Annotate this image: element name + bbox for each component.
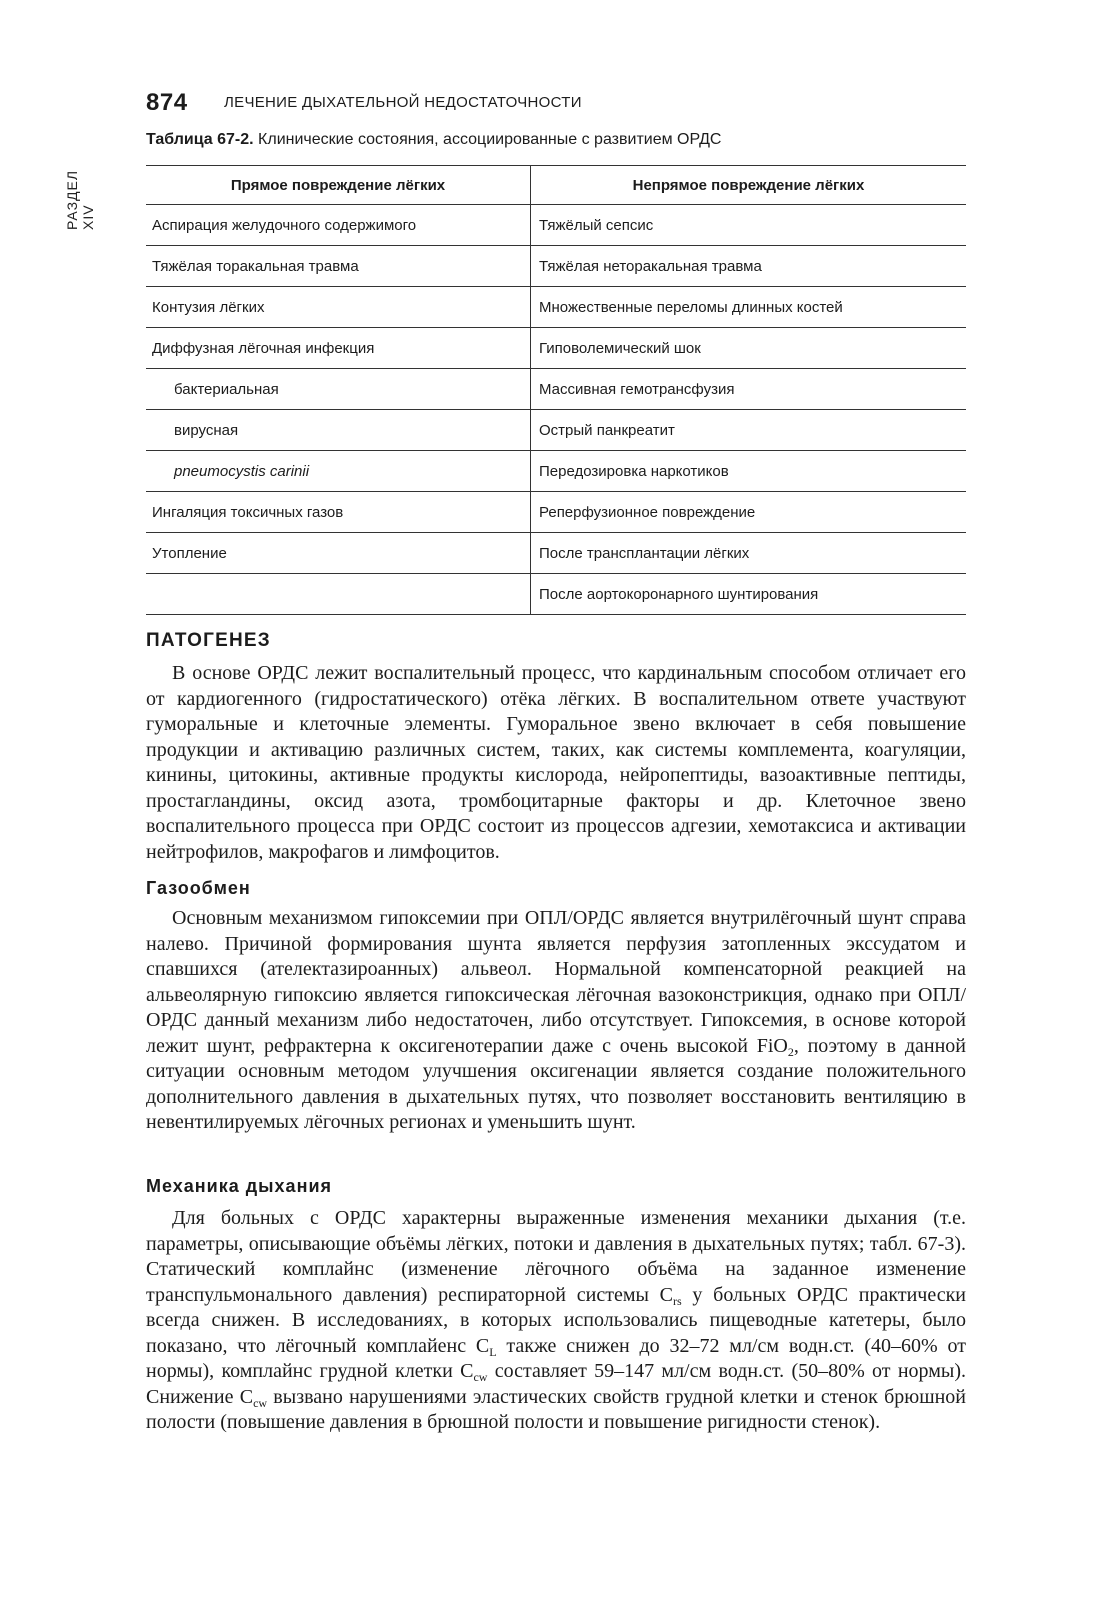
table-cell-direct: Утопление (146, 533, 531, 573)
c-l-subscript: L (489, 1344, 497, 1359)
subsection-heading-gas-exchange: Газообмен (146, 878, 251, 898)
paragraph-gas-exchange (146, 906, 966, 1136)
mechanics-text-3: также снижен до 32–72 мл/см водн.ст. (40–60% от нормы), комплайнс грудной клетки (146, 1334, 966, 1382)
table-cell-indirect: После трансплантации лёгких (539, 544, 750, 562)
table-caption-text: Клинические состояния, ассоциированные с развитием ОРДС (253, 131, 722, 148)
table-header-row (146, 166, 966, 205)
c-cw-subscript: cw (473, 1370, 488, 1384)
c-symbol: C (659, 1283, 673, 1306)
subsection-heading-mechanics: Механика дыхания (146, 1176, 333, 1196)
c-symbol: C (239, 1385, 254, 1408)
paragraph-mechanics (146, 1206, 966, 1436)
table-cell-direct: Аспирация желудочного содержимого (146, 205, 531, 245)
c-rs-subscript: rs (673, 1293, 682, 1308)
table-cell-direct: Тяжёлая торакальная травма (146, 246, 531, 286)
column-header-direct: Прямое повреждение лёгких (146, 166, 531, 204)
gas-exchange-text-2: , поэтому в данной ситуации основным методом улучшения оксигенации является создание положительного дополнительного давления в дыхательных путях, что позволяет восстановить вентиляцию в невентилируемых лёгочных регионах и уменьшить шунт. (146, 1034, 966, 1133)
table-row (146, 328, 966, 369)
section-side-label: РАЗДЕЛ XIV (64, 169, 96, 230)
table-cell-direct: pneumocystis carinii (146, 451, 531, 491)
c-symbol: C (475, 1334, 490, 1357)
table-row (146, 574, 966, 615)
table-caption-label: Таблица 67-2. (146, 131, 254, 148)
fio2-subscript: 2 (787, 1044, 794, 1059)
column-header-indirect: Непрямое повреждение лёгких (632, 176, 865, 194)
mechanics-text-4: составляет 59–147 мл/см водн.ст. (50–80% от нормы). Снижение (146, 1360, 966, 1408)
table-cell-direct (146, 574, 531, 614)
running-title: ЛЕЧЕНИЕ ДЫХАТЕЛЬНОЙ НЕДОСТАТОЧНОСТИ (224, 94, 582, 111)
table-cell-direct: бактериальная (146, 369, 531, 409)
table-cell-direct: Диффузная лёгочная инфекция (146, 328, 531, 368)
table-row (146, 492, 966, 533)
fio2-symbol: FiO (756, 1034, 788, 1057)
table-row (146, 205, 966, 246)
table-cell-direct: вирусная (146, 410, 531, 450)
mechanics-text-5: вызвано нарушениями эластических свойств грудной клетки и стенок брюшной полости (повышение давления в брюшной полости и повышение ригидности стенок). (146, 1385, 966, 1433)
table-cell-direct: Контузия лёгких (146, 287, 531, 327)
table-row (146, 287, 966, 328)
page-header (146, 89, 966, 115)
mechanics-text-2: у больных ОРДС практически всегда снижен. В исследованиях, в которых использовались пищеводные катетеры, было показано, что лёгочный комплайенс (146, 1283, 967, 1357)
table-row (146, 451, 966, 492)
section-heading-pathogenesis: ПАТОГЕНЕЗ (146, 630, 271, 651)
table-cell-direct: Ингаляция токсичных газов (146, 492, 531, 532)
table-cell-indirect: Массивная гемотрансфузия (539, 380, 735, 398)
c-cw-subscript: cw (253, 1395, 268, 1410)
table-cell-indirect: Реперфузионное повреждение (539, 503, 756, 521)
paragraph-pathogenesis: В основе ОРДС лежит воспалительный процесс, что кардинальным способом отличает его от кардиогенного (гидростатического) отёка лёгких. В воспалительном ответе участвуют гуморальные и клеточные элементы. Гуморальное звено включает в себя повышение продукции и активацию различных систем, таких, как системы комплемента, коагуляции, кинины, цитокины, активные продукты кислорода, нейропептиды, вазоактивные пептиды, простагландины, оксид азота, тромбоцитарные факторы и др. Клеточное звено воспалительного процесса при ОРДС состоит из процессов адгезии, хемотаксиса и активации нейтрофилов, макрофагов и лимфоцитов. (146, 662, 966, 863)
table-row (146, 533, 966, 574)
mechanics-text-1: Для больных с ОРДС характерны выраженные изменения механики дыхания (т.е. параметры, описывающие объёмы лёгких, потоки и давления в дыхательных путях; табл. 67-3). Статический комплайнс (изменение лёгочного объёма на заданное изменение транспульмонального давления) респираторной системы (146, 1207, 966, 1306)
table-row (146, 410, 966, 451)
table-cell-indirect: Тяжёлая неторакальная травма (539, 257, 762, 275)
table-cell-indirect: Тяжёлый сепсис (539, 216, 654, 234)
gas-exchange-text-1: Основным механизмом гипоксемии при ОПЛ/ОРДС является внутрилёгочный шунт справа налево. Причиной формирования шунта является перфузия затопленных экссудатом и спавшихся (ателектазироанных) альвеол. Нормальной компенсаторной реакцией на альвеолярную гипоксию является гипоксическая лёгочная вазоконстрикция, однако при ОПЛ/ОРДС данный механизм либо недостаточен, либо отсутствует. Гипоксемия, в основе которой лежит шунт, рефрактерна к оксигенотерапии даже с очень высокой (146, 907, 966, 1057)
table-caption (146, 131, 966, 149)
table-cell-indirect: Передозировка наркотиков (539, 462, 729, 480)
table-row (146, 369, 966, 410)
table-cell-indirect: Гиповолемический шок (539, 339, 701, 357)
page-number: 874 (146, 89, 188, 116)
table-cell-indirect: Множественные переломы длинных костей (539, 298, 843, 316)
c-symbol: C (460, 1360, 474, 1382)
conditions-table (146, 165, 966, 615)
table-cell-indirect: После аортокоронарного шунтирования (539, 585, 819, 603)
table-row (146, 246, 966, 287)
table-cell-indirect: Острый панкреатит (539, 421, 675, 439)
